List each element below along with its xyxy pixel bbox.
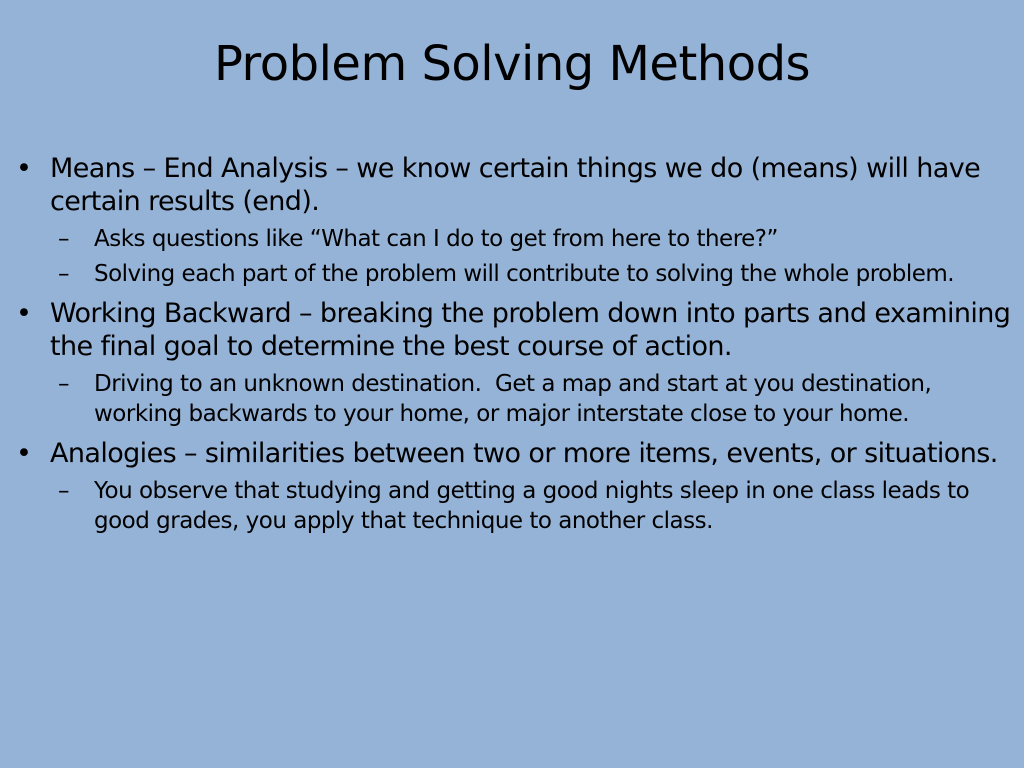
sub-bullet-text: Asks questions like “What can I do to get from here to there?” bbox=[94, 226, 778, 252]
bullet-means-end-analysis bbox=[14, 152, 1012, 289]
sub-list bbox=[50, 369, 1012, 429]
slide-title: Problem Solving Methods bbox=[213, 36, 811, 92]
bullet-dot-icon: • bbox=[16, 298, 32, 329]
dash-icon: – bbox=[58, 478, 69, 504]
bullet-analogies bbox=[14, 437, 1012, 536]
sub-bullet bbox=[50, 259, 1012, 289]
dash-icon: – bbox=[58, 226, 69, 252]
dash-icon: – bbox=[58, 261, 69, 287]
bullet-dot-icon: • bbox=[16, 438, 32, 469]
sub-bullet-text: You observe that studying and getting a good nights sleep in one class leads to good grades, you apply that technique to another class. bbox=[94, 478, 970, 534]
bullet-text: Analogies – similarities between two or more items, events, or situations. bbox=[50, 438, 998, 469]
slide-content bbox=[0, 152, 1024, 544]
sub-list bbox=[50, 476, 1012, 536]
sub-bullet bbox=[50, 224, 1012, 254]
sub-list bbox=[50, 224, 1012, 289]
bullet-text: Working Backward – breaking the problem down into parts and examining the final goal to determine the best course of action. bbox=[50, 298, 1011, 362]
bullet-text: Means – End Analysis – we know certain things we do (means) will have certain results (end). bbox=[50, 153, 981, 217]
dash-icon: – bbox=[58, 371, 69, 397]
sub-bullet-text: Driving to an unknown destination. Get a map and start at you destination, working backwards to your home, or major interstate close to your home. bbox=[94, 371, 939, 427]
sub-bullet bbox=[50, 476, 1012, 536]
sub-bullet-text: Solving each part of the problem will contribute to solving the whole problem. bbox=[94, 261, 955, 287]
bullet-dot-icon: • bbox=[16, 153, 32, 184]
sub-bullet bbox=[50, 369, 1012, 429]
bullet-working-backward bbox=[14, 297, 1012, 429]
